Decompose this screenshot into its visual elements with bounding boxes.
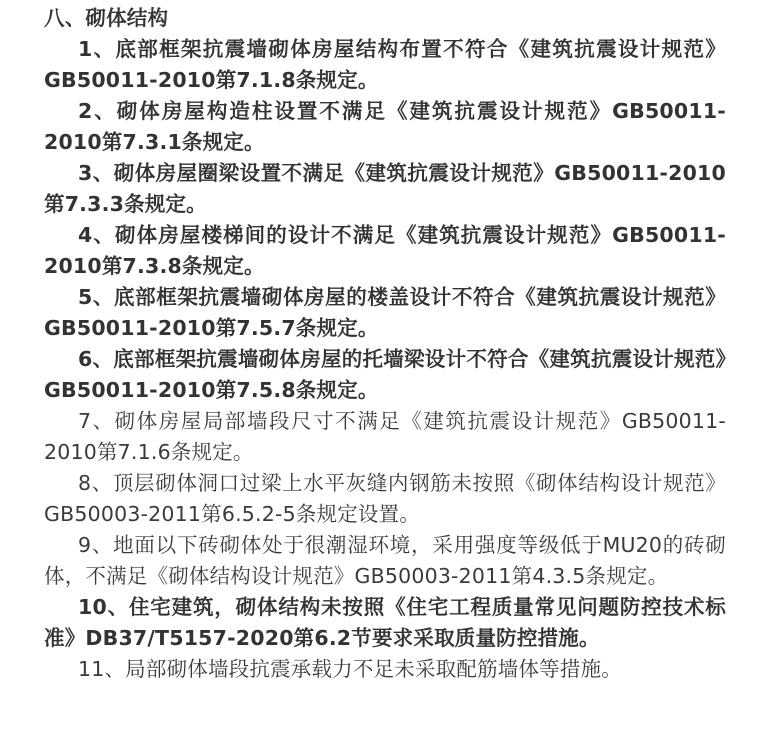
list-item: 11、局部砌体墙段抗震承载力不足未采取配筋墙体等措施。: [78, 657, 622, 681]
list-item: 4、砌体房屋楼梯间的设计不满足《建筑抗震设计规范》GB50011-2010第7.3.8条规定。: [44, 223, 726, 278]
list-item: 2、砌体房屋构造柱设置不满足《建筑抗震设计规范》GB50011-2010第7.3.1条规定。: [44, 99, 726, 154]
list-item: 1、底部框架抗震墙砌体房屋结构布置不符合《建筑抗震设计规范》GB50011-2010第7.1.8条规定。: [44, 37, 726, 92]
list-item: 5、底部框架抗震墙砌体房屋的楼盖设计不符合《建筑抗震设计规范》GB50011-2010第7.5.7条规定。: [44, 285, 726, 340]
list-item: 3、砌体房屋圈梁设置不满足《建筑抗震设计规范》GB50011-2010第7.3.3条规定。: [44, 161, 726, 216]
list-item: 9、地面以下砖砌体处于很潮湿环境，采用强度等级低于MU20的砖砌体，不满足《砌体结构设计规范》GB50003-2011第4.3.5条规定。: [44, 533, 726, 588]
section-title: 八、砌体结构: [44, 6, 169, 30]
list-item: 10、住宅建筑，砌体结构未按照《住宅工程质量常见问题防控技术标准》DB37/T5157-2020第6.2节要求采取质量防控措施。: [44, 595, 726, 650]
list-item: 7、砌体房屋局部墙段尺寸不满足《建筑抗震设计规范》GB50011-2010第7.1.6条规定。: [44, 409, 726, 464]
list-item: 8、顶层砌体洞口过梁上水平灰缝内钢筋未按照《砌体结构设计规范》GB50003-2011第6.5.2-5条规定设置。: [44, 471, 726, 526]
list-item: 6、底部框架抗震墙砌体房屋的托墙梁设计不符合《建筑抗震设计规范》GB50011-2010第7.5.8条规定。: [44, 347, 726, 402]
